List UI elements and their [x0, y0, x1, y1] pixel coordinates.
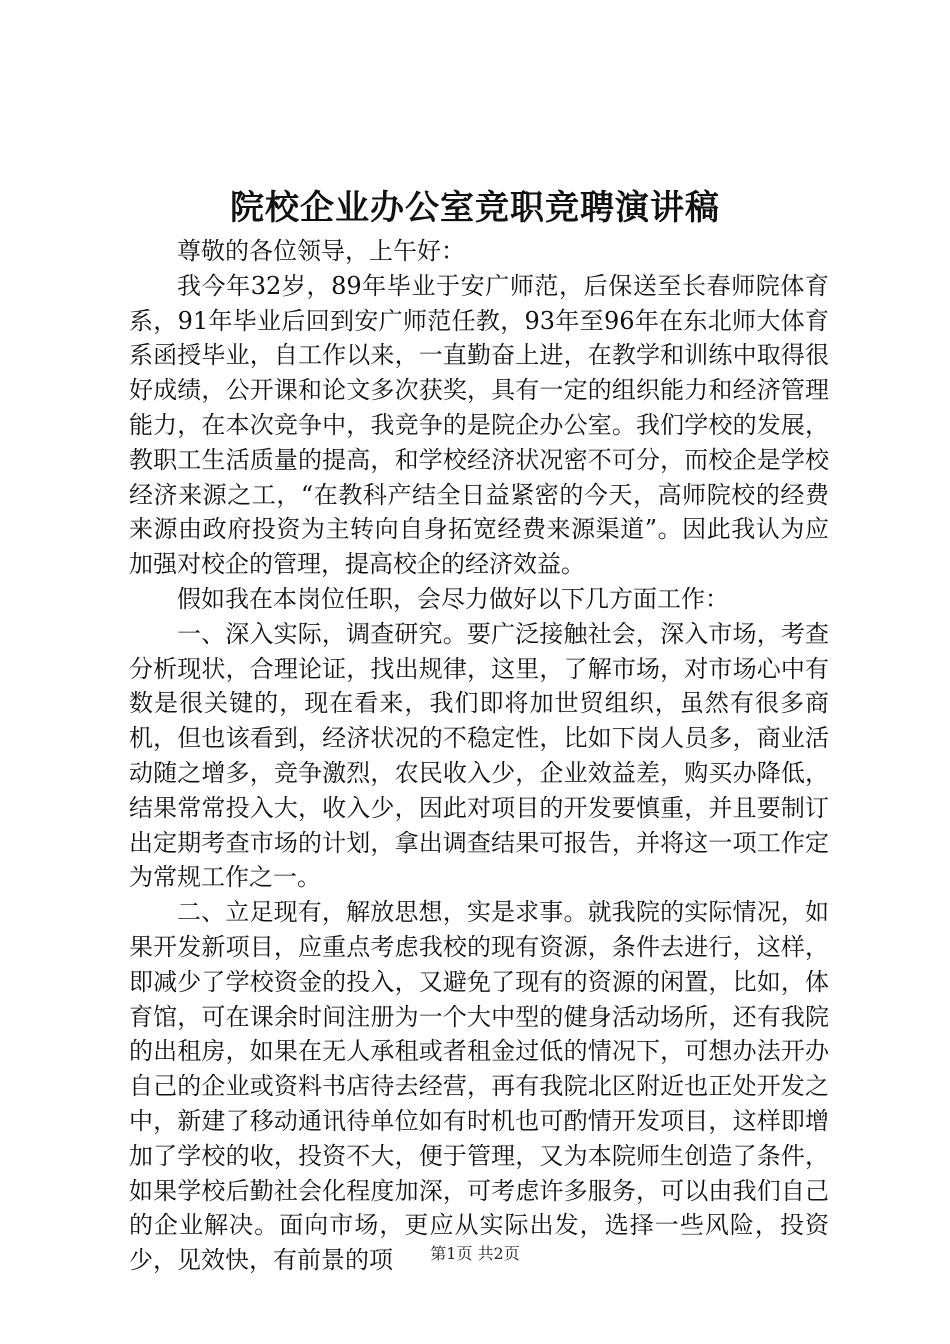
introduction-paragraph: 我今年32岁，89年毕业于安广师范，后保送至长春师院体育系，91年毕业后回到安广师范任教，93年至96年在东北师大体育系函授毕业，自工作以来，一直勤奋上进，在教学和训练中取得很好成绩，公开课和论文多次获奖，具有一定的组织能力和经济管理能力，在本次竞争中，我竞争的是院企办公室。我们学校的发展，教职工生活质量的提高，和学校经济状况密不可分，而校企是学校经济来源之工，“在教科产结全日益紧密的今天，高师院校的经费来源由政府投资为主转向自身拓宽经费来源渠道”。因此我认为应加强对校企的管理，提高校企的经济效益。	[129, 271, 829, 579]
page-footer: 第1页 共2页	[430, 1244, 520, 1263]
document-title: 院校企业办公室竞职竞聘演讲稿	[230, 188, 720, 228]
greeting-paragraph: 尊敬的各位领导，上午好：	[177, 237, 465, 265]
point-one-paragraph: 一、深入实际，调查研究。要广泛接触社会，深入市场，考查分析现状，合理论证，找出规律，这里，了解市场，对市场心中有数是很关键的，现在看来，我们即将加世贸组织，虽然有很多商机，但也该看到，经济状况的不稳定性，比如下岗人员多，商业活动随之增多，竞争激烈，农民收入少，企业效益差，购买办降低，结果常常投入大，收入少，因此对项目的开发要慎重，并且要制订出定期考查市场的计划，拿出调查结果可报告，并将这一项工作定为常规工作之一。	[129, 619, 829, 892]
point-two-paragraph: 二、立足现有，解放思想，实是求事。就我院的实际情况，如果开发新项目，应重点考虑我校的现有资源，条件去进行，这样，即减少了学校资金的投入，又避免了现有的资源的闲置，比如，体育馆，可在课余时间注册为一个大中型的健身活动场所，还有我院的出租房，如果在无人承租或者租金过低的情况下，可想办法开办自己的企业或资料书店待去经营，再有我院北区附近也正处开发之中，新建了移动通讯待单位如有时机也可酌情开发项目，这样即增加了学校的收，投资不大，便于管理，又为本院师生创造了条件，如果学校后勤社会化程度加深，可考虑许多服务，可以由我们自己的企业解决。面向市场，更应从实际出发，选择一些风险，投资少，见效快，有前景的项	[129, 898, 829, 1275]
plan-intro-paragraph: 假如我在本岗位任职，会尽力做好以下几方面工作：	[177, 584, 729, 613]
document-body	[129, 234, 829, 1278]
